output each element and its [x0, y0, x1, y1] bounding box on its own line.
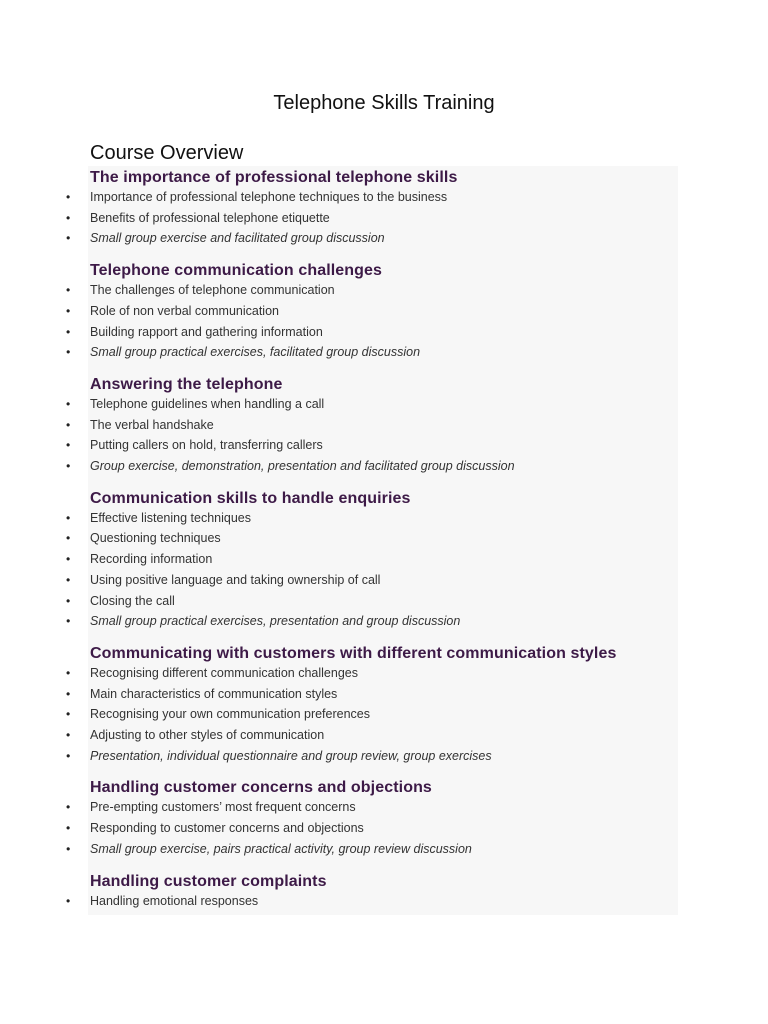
list-item: • Recording information — [0, 549, 768, 570]
section-answering — [0, 375, 768, 477]
page-title: Telephone Skills Training — [273, 92, 495, 114]
list-item: • Closing the call — [0, 591, 768, 612]
list-item-activity: • Small group practical exercises, facilitated group discussion — [0, 342, 768, 363]
section-list — [0, 280, 768, 363]
section-list — [0, 663, 768, 767]
section-title: Answering the telephone — [90, 375, 283, 393]
section-list — [0, 394, 768, 477]
list-item: • Building rapport and gathering information — [0, 322, 768, 343]
list-item: • Main characteristics of communication styles — [0, 684, 768, 705]
list-item: • The verbal handshake — [0, 415, 768, 436]
section-title: Handling customer complaints — [90, 872, 327, 890]
section-title: Telephone communication challenges — [90, 262, 383, 280]
list-item: • Benefits of professional telephone etiquette — [0, 208, 768, 229]
section-list — [0, 508, 768, 632]
section-concerns — [0, 778, 768, 859]
section-complaints — [0, 872, 768, 912]
list-item: • Pre-empting customers’ most frequent concerns — [0, 797, 768, 818]
list-item: • Handling emotional responses — [0, 891, 768, 912]
list-item: • Importance of professional telephone techniques to the business — [0, 187, 768, 208]
section-title: The importance of professional telephone skills — [90, 169, 458, 186]
list-item: • The challenges of telephone communication — [0, 280, 768, 301]
list-item: • Using positive language and taking ownership of call — [0, 570, 768, 591]
section-importance — [0, 168, 768, 249]
list-item-activity: • Small group exercise, pairs practical activity, group review discussion — [0, 839, 768, 860]
list-item: • Telephone guidelines when handling a call — [0, 394, 768, 415]
section-enquiries — [0, 489, 768, 632]
section-list — [0, 187, 768, 249]
list-item-activity: • Small group practical exercises, presentation and group discussion — [0, 611, 768, 632]
section-title: Communicating with customers with different communication styles — [90, 644, 617, 662]
list-item: • Questioning techniques — [0, 528, 768, 549]
list-item: • Role of non verbal communication — [0, 301, 768, 322]
list-item-activity: • Group exercise, demonstration, presentation and facilitated group discussion — [0, 456, 768, 477]
list-item: • Effective listening techniques — [0, 508, 768, 529]
course-overview-heading: Course Overview — [90, 142, 244, 164]
section-title: Communication skills to handle enquiries — [90, 489, 411, 507]
list-item: • Adjusting to other styles of communication — [0, 725, 768, 746]
section-list — [0, 891, 768, 912]
list-item-activity: • Small group exercise and facilitated group discussion — [0, 228, 768, 249]
list-item: • Recognising different communication challenges — [0, 663, 768, 684]
section-styles — [0, 644, 768, 767]
section-title: Handling customer concerns and objections — [90, 779, 432, 797]
section-list — [0, 797, 768, 859]
list-item-activity: • Presentation, individual questionnaire and group review, group exercises — [0, 746, 768, 767]
list-item: • Responding to customer concerns and objections — [0, 818, 768, 839]
list-item: • Putting callers on hold, transferring callers — [0, 435, 768, 456]
course-sections — [0, 168, 768, 923]
list-item: • Recognising your own communication preferences — [0, 704, 768, 725]
section-challenges — [0, 261, 768, 363]
